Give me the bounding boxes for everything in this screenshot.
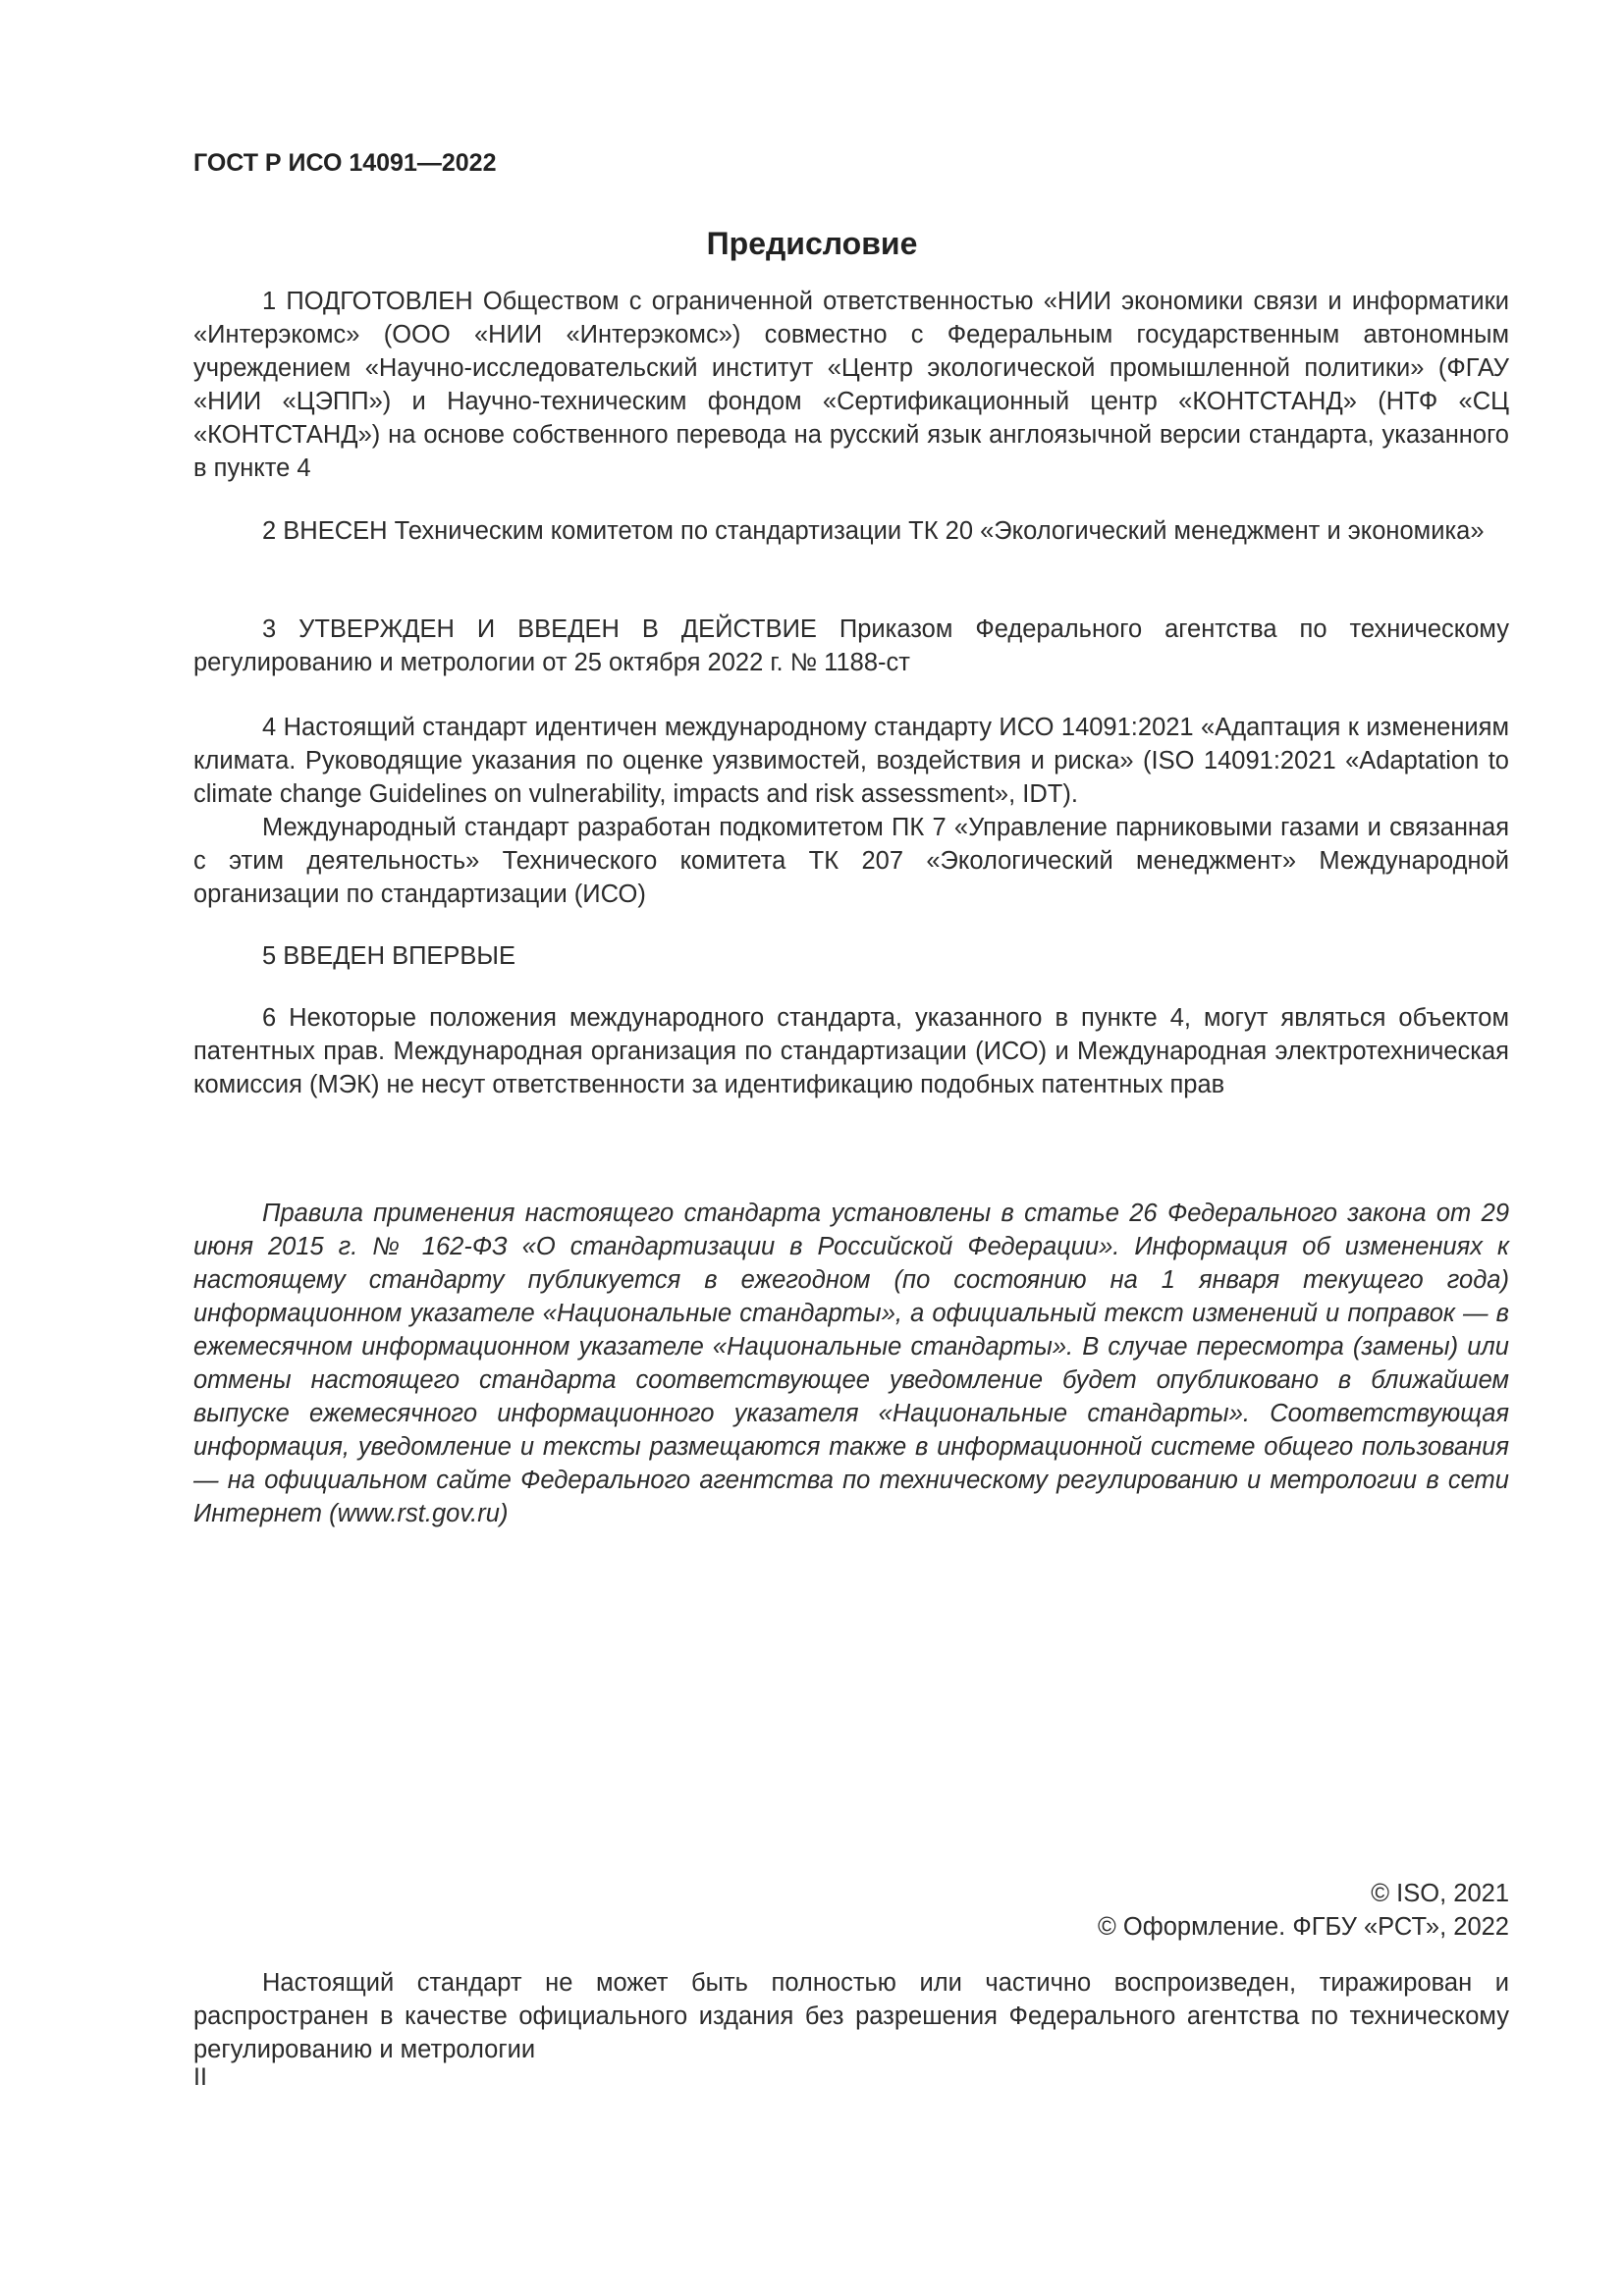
paragraph-text: 6 Некоторые положения международного стандарта, указанного в пункте 4, могут являться объектом патентных прав. Международная организация по стандартизации (ИСО) и Международная электротехническая комиссия (МЭК) не несут ответственности за идентификацию подобных патентных прав: [193, 1004, 1509, 1098]
copyright-design: © Оформление. ФГБУ «РСТ», 2022: [1098, 1913, 1509, 1941]
reproduction-text: Настоящий стандарт не может быть полностью или частично воспроизведен, тиражирован и распространен в качестве официального издания без разрешения Федерального агентства по техническому регулированию и метрологии: [193, 1969, 1509, 2063]
page-title: Предисловие: [706, 226, 918, 261]
copyright-iso: © ISO, 2021: [1371, 1880, 1509, 1907]
paragraph-text: 1 ПОДГОТОВЛЕН Обществом с ограниченной ответственностью «НИИ экономики связи и информатики «Интерэкомс» (ООО «НИИ «Интерэкомс») совместно с Федеральным государственным автономным учреждением «Научно-исследовательский институт «Центр экологической промышленной политики» (ФГАУ «НИИ «ЦЭПП») и Научно-техническим фондом «Сертификационный центр «КОНТСТАНД» (НТФ «СЦ «КОНТСТАНД») на основе собственного перевода на русский язык англоязычной версии стандарта, указанного в пункте 4: [193, 288, 1509, 482]
standard-code: ГОСТ Р ИСО 14091—2022: [193, 149, 497, 177]
application-rules-notice: [193, 1197, 1509, 1530]
paragraph-approved: [193, 613, 1509, 679]
paragraph-introduced: [193, 514, 1509, 548]
paragraph-text: Международный стандарт разработан подкомитетом ПК 7 «Управление парниковыми газами и связанная с этим деятельность» Технического комитета ТК 207 «Экологический менеджмент» Международной организации по стандартизации (ИСО): [193, 814, 1509, 908]
paragraph-text: 4 Настоящий стандарт идентичен международному стандарту ИСО 14091:2021 «Адаптация к изменениям климата. Руководящие указания по оценке уязвимостей, воздействия и риска» (ISO 14091:2021 «Adaptation to climate change Guidelines on vulnerability, impacts and risk assessment», IDT).: [193, 714, 1509, 808]
page-number: II: [193, 2063, 207, 2091]
paragraph-first-introduced: [193, 939, 1509, 973]
copyright-block: [1098, 1877, 1509, 1944]
paragraph-prepared: [193, 285, 1509, 485]
paragraph-identical: [193, 711, 1509, 911]
paragraph-patent: [193, 1001, 1509, 1101]
paragraph-text: 2 ВНЕСЕН Техническим комитетом по стандартизации ТК 20 «Экологический менеджмент и экономика»: [262, 517, 1485, 545]
paragraph-text: 3 УТВЕРЖДЕН И ВВЕДЕН В ДЕЙСТВИЕ Приказом Федерального агентства по техническому регулированию и метрологии от 25 октября 2022 г. № 1188-ст: [193, 615, 1509, 676]
reproduction-notice: [193, 1966, 1509, 2066]
paragraph-text: 5 ВВЕДЕН ВПЕРВЫЕ: [262, 942, 516, 970]
notice-text: Правила применения настоящего стандарта установлены в статье 26 Федерального закона от 29 июня 2015 г. № 162-ФЗ «О стандартизации в Российской Федерации». Информация об изменениях к настоящему стандарту публикуется в ежегодном (по состоянию на 1 января текущего года) информационном указателе «Национальные стандарты», а официальный текст изменений и поправок — в ежемесячном информационном указателе «Национальные стандарты». В случае пересмотра (замены) или отмены настоящего стандарта соответствующее уведомление будет опубликовано в ближайшем выпуске ежемесячного информационного указателя «Национальные стандарты». Соответствующая информация, уведомление и тексты размещаются также в информационной системе общего пользования — на официальном сайте Федерального агентства по техническому регулированию и метрологии в сети Интернет (www.rst.gov.ru): [193, 1200, 1509, 1527]
